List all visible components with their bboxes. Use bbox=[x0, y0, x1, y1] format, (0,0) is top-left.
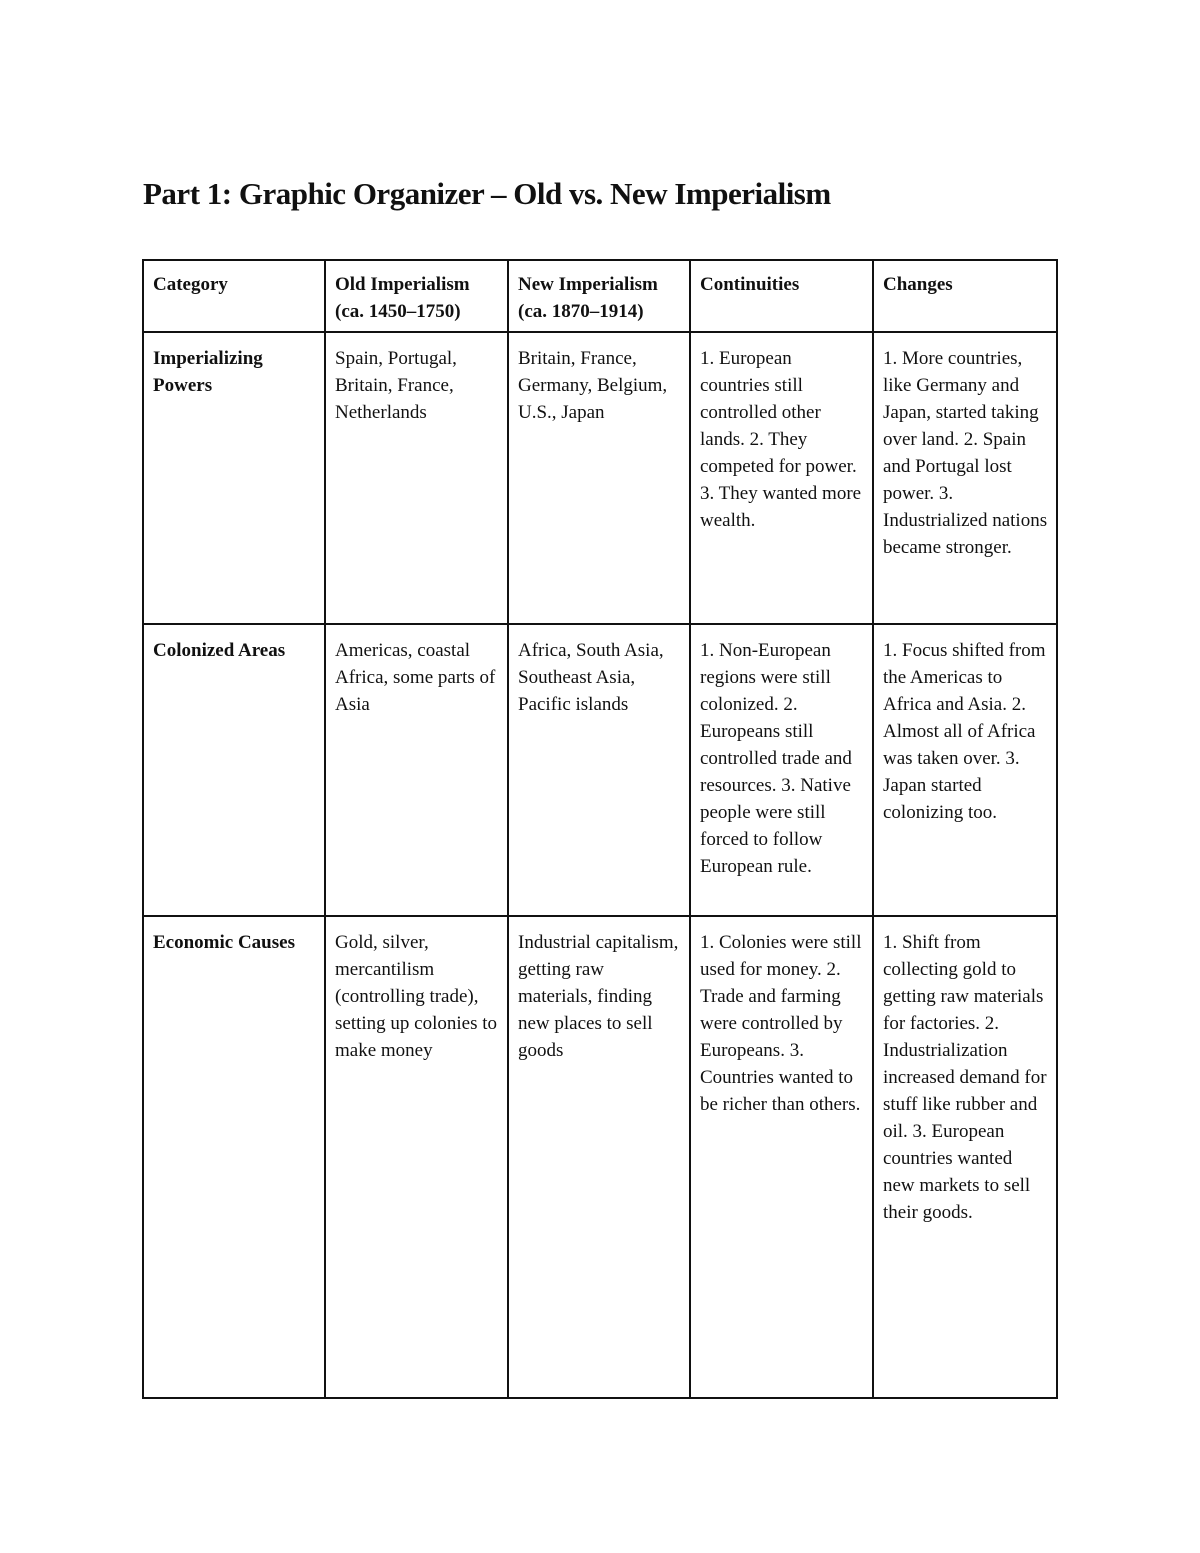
continuities-cell: 1. Colonies were still used for money. 2. Trade and farming were controlled by Europeans. 3. Countries wanted to be richer than others. bbox=[690, 916, 873, 1398]
continuities-cell: 1. Non-European regions were still colonized. 2. Europeans still controlled trade and resources. 3. Native people were still forced to follow European rule. bbox=[690, 624, 873, 916]
page-title: Part 1: Graphic Organizer – Old vs. New Imperialism bbox=[143, 176, 831, 211]
changes-cell: 1. Shift from collecting gold to getting raw materials for factories. 2. Industrialization increased demand for stuff like rubber and oil. 3. European countries wanted new markets to sell their goods. bbox=[873, 916, 1057, 1398]
header-continuities: Continuities bbox=[690, 260, 873, 332]
table-row bbox=[143, 332, 1057, 624]
old-imperialism-cell: Americas, coastal Africa, some parts of Asia bbox=[325, 624, 508, 916]
category-cell: Colonized Areas bbox=[143, 624, 325, 916]
header-new-imperialism: New Imperialism (ca. 1870–1914) bbox=[508, 260, 690, 332]
old-imperialism-cell: Spain, Portugal, Britain, France, Netherlands bbox=[325, 332, 508, 624]
changes-cell: 1. More countries, like Germany and Japan, started taking over land. 2. Spain and Portugal lost power. 3. Industrialized nations became stronger. bbox=[873, 332, 1057, 624]
continuities-cell: 1. European countries still controlled other lands. 2. They competed for power. 3. They wanted more wealth. bbox=[690, 332, 873, 624]
table-row bbox=[143, 624, 1057, 916]
graphic-organizer-table bbox=[142, 259, 1058, 1399]
header-changes: Changes bbox=[873, 260, 1057, 332]
category-cell: Economic Causes bbox=[143, 916, 325, 1398]
old-imperialism-cell: Gold, silver, mercantilism (controlling trade), setting up colonies to make money bbox=[325, 916, 508, 1398]
new-imperialism-cell: Africa, South Asia, Southeast Asia, Pacific islands bbox=[508, 624, 690, 916]
category-cell: Imperializing Powers bbox=[143, 332, 325, 624]
header-old-imperialism: Old Imperialism (ca. 1450–1750) bbox=[325, 260, 508, 332]
new-imperialism-cell: Britain, France, Germany, Belgium, U.S., Japan bbox=[508, 332, 690, 624]
changes-cell: 1. Focus shifted from the Americas to Africa and Asia. 2. Almost all of Africa was taken over. 3. Japan started colonizing too. bbox=[873, 624, 1057, 916]
new-imperialism-cell: Industrial capitalism, getting raw materials, finding new places to sell goods bbox=[508, 916, 690, 1398]
header-row bbox=[143, 260, 1057, 332]
header-category: Category bbox=[143, 260, 325, 332]
table-row bbox=[143, 916, 1057, 1398]
